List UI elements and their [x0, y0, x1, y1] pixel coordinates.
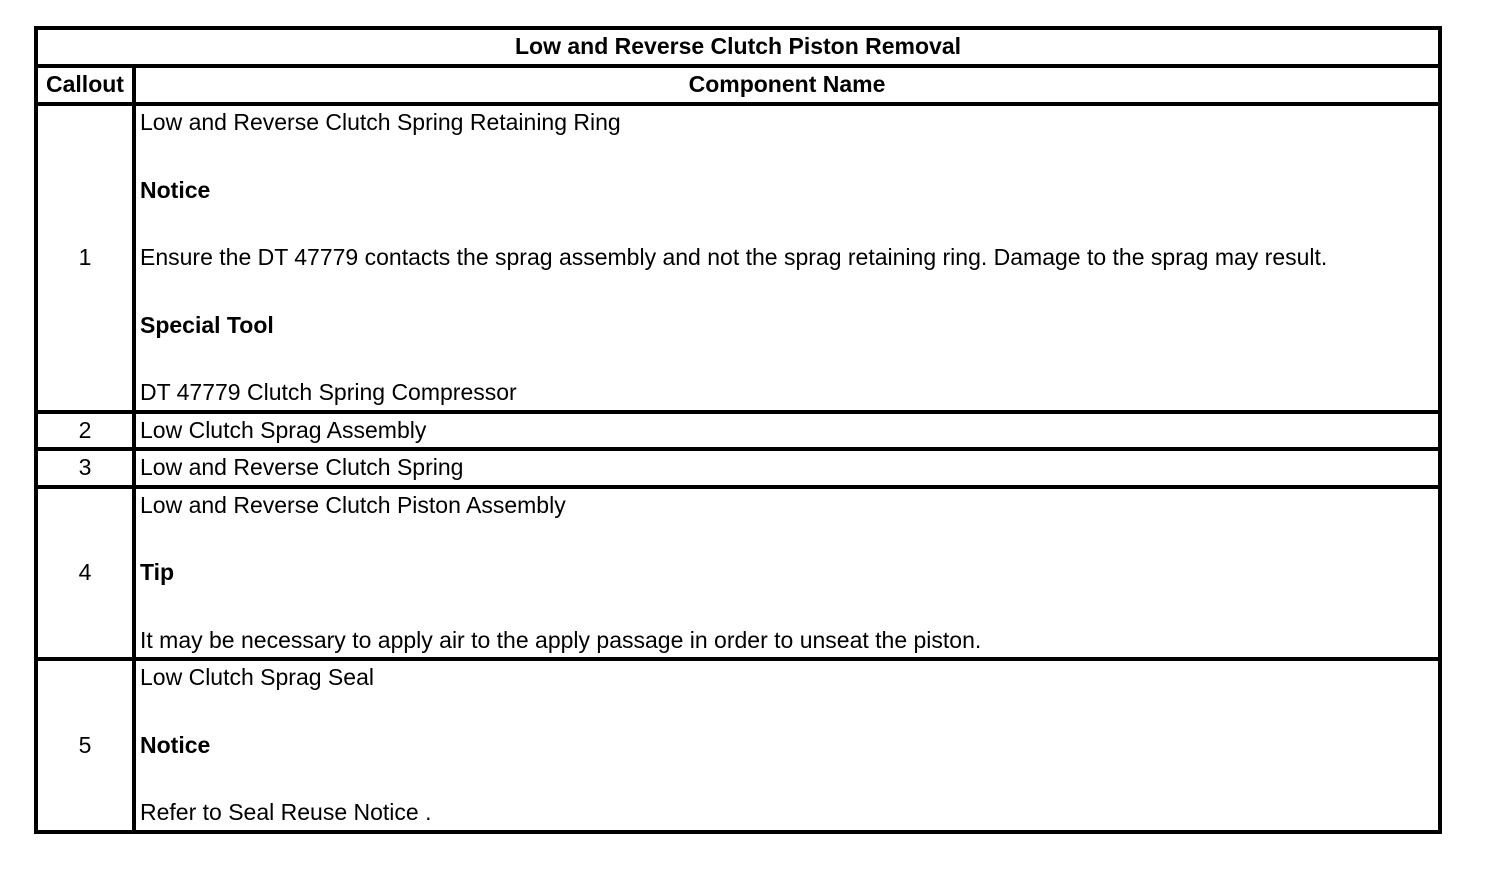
- callout-number: 4: [36, 487, 134, 660]
- component-cell: [134, 412, 1440, 450]
- callout-header: Callout: [36, 66, 134, 104]
- callout-number: 3: [36, 449, 134, 487]
- table-row: [36, 449, 1440, 487]
- component-cell: [134, 104, 1440, 412]
- notice-text: Refer to Seal Reuse Notice .: [140, 799, 432, 825]
- notice-text: Ensure the DT 47779 contacts the sprag assembly and not the sprag retaining ring. Damage to the sprag may result.: [140, 244, 1328, 270]
- special-tool-label: Special Tool: [140, 311, 274, 338]
- callout-number: 1: [36, 104, 134, 412]
- table-row: [36, 104, 1440, 412]
- callout-number: 2: [36, 412, 134, 450]
- component-name: Low and Reverse Clutch Spring Retaining Ring: [140, 109, 621, 135]
- component-name: Low Clutch Sprag Seal: [140, 664, 374, 690]
- table-title: Low and Reverse Clutch Piston Removal: [36, 28, 1440, 66]
- component-table: [34, 26, 1442, 834]
- component-name: Low and Reverse Clutch Spring: [140, 454, 464, 480]
- special-tool-text: DT 47779 Clutch Spring Compressor: [140, 379, 517, 405]
- header-row: [36, 66, 1440, 104]
- component-name: Low Clutch Sprag Assembly: [140, 416, 427, 443]
- notice-label: Notice: [140, 731, 211, 758]
- component-cell: [134, 487, 1440, 660]
- component-name-header: Component Name: [134, 66, 1440, 104]
- component-cell: [134, 449, 1440, 487]
- title-row: [36, 28, 1440, 66]
- component-cell: [134, 659, 1440, 832]
- component-name: Low and Reverse Clutch Piston Assembly: [140, 491, 566, 518]
- table-row: [36, 487, 1440, 660]
- table-row: [36, 659, 1440, 832]
- callout-number: 5: [36, 659, 134, 832]
- notice-label: Notice: [140, 176, 211, 203]
- table-row: [36, 412, 1440, 450]
- tip-label: Tip: [140, 559, 175, 585]
- tip-text: It may be necessary to apply air to the apply passage in order to unseat the piston.: [140, 626, 982, 653]
